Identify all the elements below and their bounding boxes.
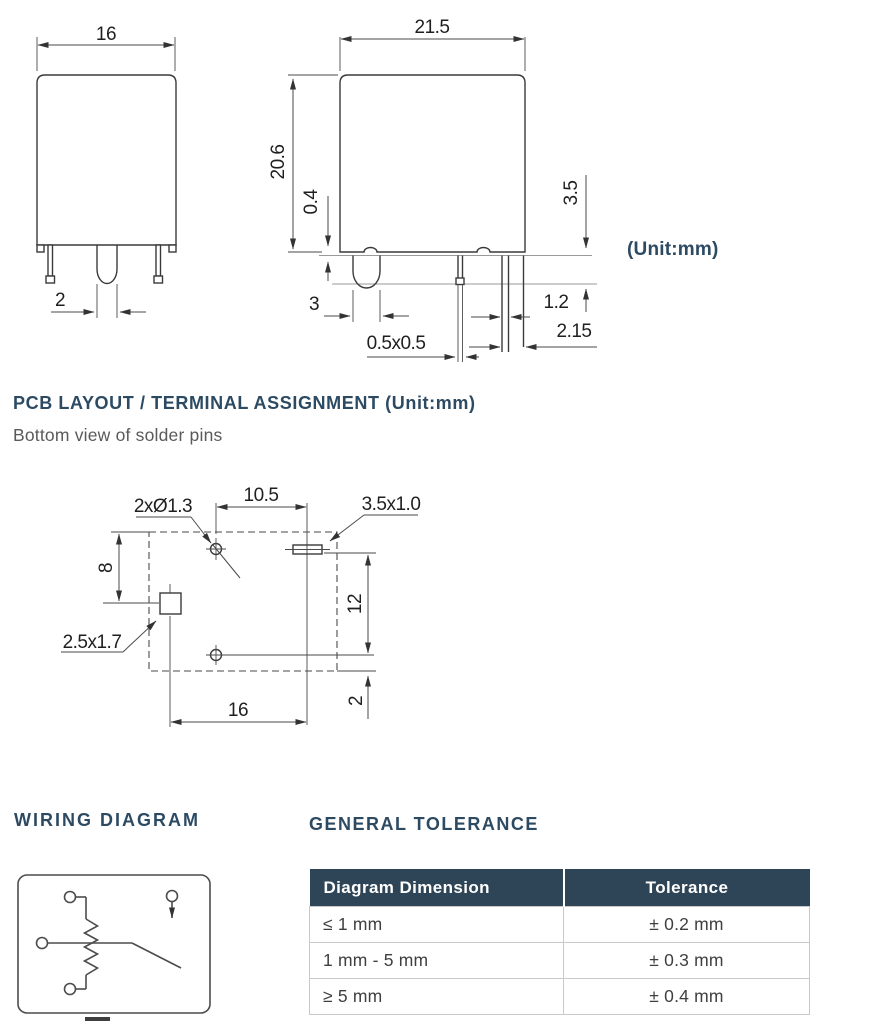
dimension-range-cell: ≤ 1 mm bbox=[310, 907, 564, 943]
table-row bbox=[310, 943, 810, 979]
svg-text:2.5x1.7: 2.5x1.7 bbox=[62, 632, 122, 653]
tolerance-value-cell: ± 0.2 mm bbox=[564, 907, 810, 943]
pcb-slot-pad-label bbox=[330, 494, 420, 541]
tolerance-table bbox=[309, 869, 810, 1015]
pcb-hole-bottom bbox=[206, 645, 226, 665]
side-height-dim: 20.6 bbox=[268, 144, 289, 180]
tolerance-header-row bbox=[310, 869, 810, 907]
svg-text:2xØ1.3: 2xØ1.3 bbox=[133, 496, 193, 517]
side-center-pin-dim: 0.5x0.5 bbox=[366, 333, 426, 354]
side-wide-pin-dim: 3 bbox=[308, 294, 320, 315]
pcb-square-pad bbox=[160, 584, 181, 614]
pcb-holes-label bbox=[134, 496, 240, 578]
pcb-bottom-offset-dim bbox=[337, 671, 376, 719]
side-view-drawing bbox=[268, 17, 597, 362]
tolerance-header-tolerance: Tolerance bbox=[564, 869, 810, 907]
tolerance-value-cell: ± 0.3 mm bbox=[564, 943, 810, 979]
svg-text:8: 8 bbox=[96, 562, 117, 574]
pcb-top-pitch-dim bbox=[217, 485, 306, 507]
svg-text:3.5x1.0: 3.5x1.0 bbox=[361, 494, 421, 515]
wiring-diagram bbox=[0, 860, 230, 1032]
wiring-section-title: WIRING DIAGRAM bbox=[14, 810, 200, 830]
pcb-square-pad-label bbox=[61, 621, 156, 653]
dimension-range-cell: ≥ 5 mm bbox=[310, 979, 564, 1015]
pcb-slot-pad bbox=[285, 545, 330, 554]
svg-text:10.5: 10.5 bbox=[243, 485, 279, 506]
svg-text:2: 2 bbox=[346, 695, 367, 707]
side-pin-width-dim: 1.2 bbox=[543, 292, 569, 313]
tolerance-header-dimension: Diagram Dimension bbox=[310, 869, 564, 907]
front-view-drawing bbox=[37, 24, 176, 318]
side-standoff-dim: 0.4 bbox=[301, 189, 322, 215]
side-width-dim: 21.5 bbox=[414, 17, 450, 38]
front-pin-dim: 2 bbox=[54, 290, 66, 311]
tolerance-section-title: GENERAL TOLERANCE bbox=[309, 814, 539, 834]
side-pin-length-dim: 3.5 bbox=[561, 180, 582, 206]
svg-text:16: 16 bbox=[227, 700, 249, 721]
dimension-drawings bbox=[0, 0, 887, 370]
table-row bbox=[310, 979, 810, 1015]
pcb-section-title: PCB LAYOUT / TERMINAL ASSIGNMENT (Unit:mm) bbox=[13, 393, 476, 413]
switch-symbol bbox=[37, 891, 182, 969]
footer-mark bbox=[85, 1017, 110, 1021]
front-width-dim: 16 bbox=[95, 24, 117, 45]
table-row bbox=[310, 907, 810, 943]
pcb-section-subtitle: Bottom view of solder pins bbox=[13, 425, 223, 445]
pcb-layout-drawing bbox=[0, 460, 520, 760]
unit-note: (Unit:mm) bbox=[627, 239, 719, 260]
svg-text:12: 12 bbox=[345, 593, 366, 615]
tolerance-value-cell: ± 0.4 mm bbox=[564, 979, 810, 1015]
side-pin-edge-dim: 2.15 bbox=[556, 321, 592, 342]
dimension-range-cell: 1 mm - 5 mm bbox=[310, 943, 564, 979]
